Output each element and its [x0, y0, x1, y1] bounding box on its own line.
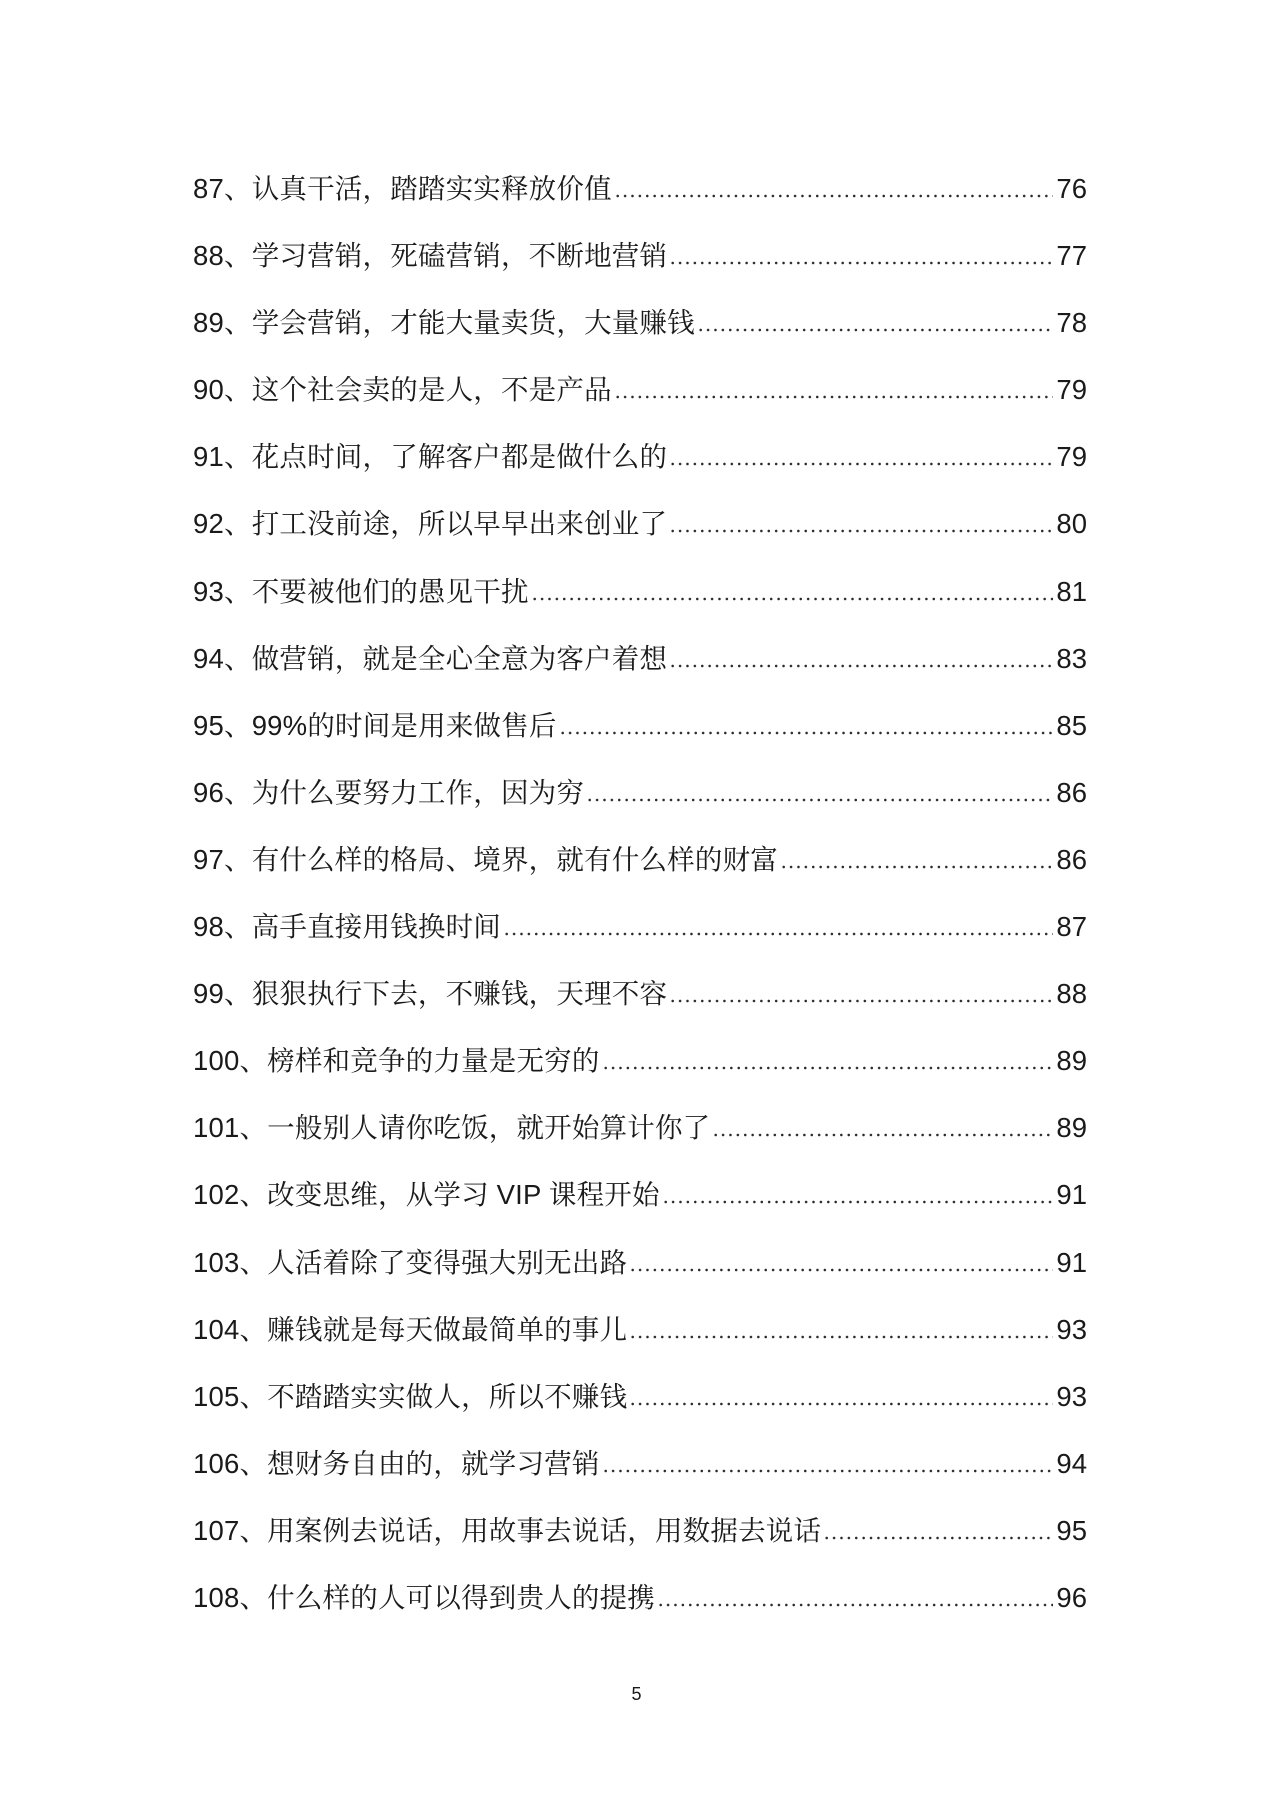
toc-entry-page: 96 [1056, 1581, 1087, 1613]
toc-entry [193, 692, 1087, 759]
dot-leader [669, 261, 1053, 265]
toc-entry-page: 87 [1056, 911, 1087, 943]
dot-leader [602, 1469, 1054, 1473]
toc-entry-page: 89 [1056, 1112, 1087, 1144]
toc-entry-title: 101、一般别人请你吃饭，就开始算计你了 [193, 1112, 711, 1144]
dot-leader [614, 194, 1054, 198]
toc-entry [193, 222, 1087, 289]
toc-entry-page: 93 [1056, 1313, 1087, 1345]
toc-entry [193, 423, 1087, 490]
toc-entry [193, 490, 1087, 557]
dot-leader [823, 1536, 1053, 1540]
toc-entry-page: 78 [1056, 307, 1087, 339]
dot-leader [586, 798, 1053, 802]
toc-entry [193, 1161, 1087, 1228]
toc-entry [193, 558, 1087, 625]
dot-leader [629, 1335, 1053, 1339]
toc-entry-page: 95 [1056, 1514, 1087, 1546]
toc-entry [193, 625, 1087, 692]
dot-leader [559, 731, 1054, 735]
toc-entry-page: 91 [1056, 1179, 1087, 1211]
toc-entry-title: 95、99%的时间是用来做售后 [193, 709, 557, 741]
toc-entry-page: 79 [1056, 374, 1087, 406]
dot-leader [629, 1268, 1053, 1272]
toc-entry-title: 94、做营销，就是全心全意为客户着想 [193, 642, 668, 674]
toc-entry-page: 81 [1056, 575, 1087, 607]
toc-entry-title: 100、榜样和竞争的力量是无穷的 [193, 1045, 600, 1077]
toc-entry-title: 92、打工没前途，所以早早出来创业了 [193, 508, 668, 540]
toc-entry-page: 86 [1056, 843, 1087, 875]
toc-entry [193, 1564, 1087, 1631]
toc-entry-title: 91、花点时间，了解客户都是做什么的 [193, 441, 668, 473]
dot-leader [669, 999, 1053, 1003]
toc-entry-page: 93 [1056, 1380, 1087, 1412]
toc-entry-page: 91 [1056, 1246, 1087, 1278]
dot-leader [780, 865, 1053, 869]
dot-leader [662, 1200, 1054, 1204]
toc-entry-title: 108、什么样的人可以得到贵人的提携 [193, 1581, 655, 1613]
dot-leader [669, 462, 1053, 466]
toc-entry [193, 1497, 1087, 1564]
toc-entry [193, 1430, 1087, 1497]
toc-entry [193, 1094, 1087, 1161]
toc-entry-title: 103、人活着除了变得强大别无出路 [193, 1246, 628, 1278]
toc-entry [193, 1027, 1087, 1094]
toc-entry [193, 759, 1087, 826]
toc-entry-page: 86 [1056, 776, 1087, 808]
dot-leader [503, 932, 1053, 936]
toc-entry [193, 1296, 1087, 1363]
toc-entry-page: 85 [1056, 709, 1087, 741]
toc-entry-title: 93、不要被他们的愚见干扰 [193, 575, 529, 607]
toc-entry-page: 89 [1056, 1045, 1087, 1077]
dot-leader [602, 1066, 1054, 1070]
toc-entry [193, 155, 1087, 222]
toc-entry-title: 89、学会营销，才能大量卖货，大量赚钱 [193, 307, 695, 339]
toc-entry-page: 80 [1056, 508, 1087, 540]
dot-leader [669, 529, 1053, 533]
toc-entry-title: 99、狠狠执行下去，不赚钱，天理不容 [193, 978, 668, 1010]
toc-entry [193, 893, 1087, 960]
toc-entry [193, 1229, 1087, 1296]
dot-leader [629, 1402, 1053, 1406]
toc-entry-title: 90、这个社会卖的是人，不是产品 [193, 374, 612, 406]
toc-entry-title: 102、改变思维，从学习 VIP 课程开始 [193, 1179, 660, 1211]
toc-entry [193, 960, 1087, 1027]
dot-leader [531, 597, 1054, 601]
dot-leader [669, 664, 1053, 668]
toc-entry [193, 289, 1087, 356]
toc-entry-page: 83 [1056, 642, 1087, 674]
toc-entry-title: 87、认真干活，踏踏实实释放价值 [193, 173, 612, 204]
toc-entry-title: 105、不踏踏实实做人，所以不赚钱 [193, 1380, 628, 1412]
toc-entry-title: 98、高手直接用钱换时间 [193, 911, 501, 943]
toc-entry-title: 97、有什么样的格局、境界，就有什么样的财富 [193, 843, 778, 875]
toc-entry-title: 106、想财务自由的，就学习营销 [193, 1447, 600, 1479]
dot-leader [697, 328, 1054, 332]
toc-list [193, 155, 1087, 1631]
toc-entry-page: 94 [1056, 1447, 1087, 1479]
toc-entry [193, 826, 1087, 893]
toc-entry-page: 79 [1056, 441, 1087, 473]
toc-entry-page: 76 [1056, 173, 1087, 204]
toc-entry-page: 88 [1056, 978, 1087, 1010]
dot-leader [614, 395, 1054, 399]
toc-entry [193, 1363, 1087, 1430]
toc-entry-title: 107、用案例去说话，用故事去说话，用数据去说话 [193, 1514, 822, 1546]
dot-leader [657, 1603, 1053, 1607]
page-number: 5 [631, 1684, 642, 1704]
toc-entry-title: 88、学习营销，死磕营销，不断地营销 [193, 240, 668, 272]
dot-leader [712, 1133, 1053, 1137]
toc-entry-title: 104、赚钱就是每天做最简单的事儿 [193, 1313, 628, 1345]
toc-entry [193, 356, 1087, 423]
toc-entry-page: 77 [1056, 240, 1087, 272]
toc-entry-title: 96、为什么要努力工作，因为穷 [193, 776, 585, 808]
